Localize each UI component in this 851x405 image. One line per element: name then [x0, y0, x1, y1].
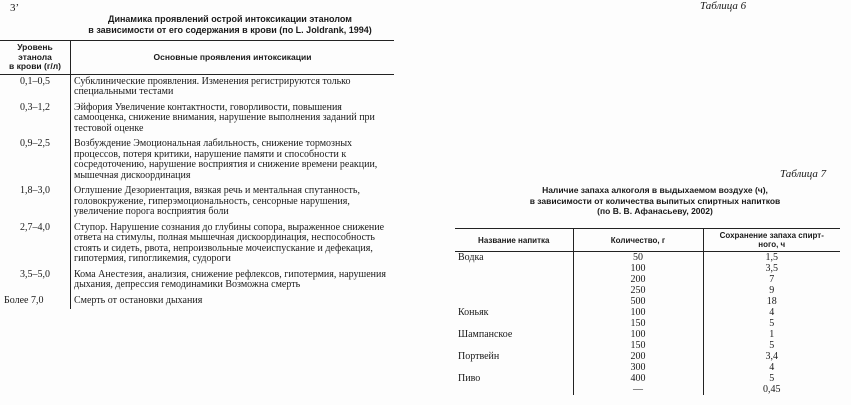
table7-title-line3: (по В. В. Афанасьеву, 2002) [597, 206, 713, 216]
odor-duration: 1,5 [765, 252, 778, 263]
ethanol-level: 2,7–4,0 [0, 221, 71, 268]
table6-number: Таблица 6 [700, 0, 747, 12]
odor-duration: 4 [769, 307, 775, 318]
manifestation-text: Возбуждение Эмоциональная лабильность, снижение тормозных процессов, потеря критики, нарушение памяти и способности к сосредоточению, нарушение восприятия и снижение времени реакции, мышечная дискоординация [74, 138, 378, 181]
odor-duration: 5 [769, 373, 775, 384]
table-row [455, 285, 840, 296]
drink-name: Коньяк [455, 307, 573, 318]
drink-name: Портвейн [455, 351, 573, 362]
table6-title-line2: в зависимости от его содержания в крови (по L. Joldrank, 1994) [88, 25, 372, 35]
table-row [0, 137, 394, 184]
manifestation-text: Субклинические проявления. Изменения регистрируются только специальными тестами [74, 75, 351, 97]
table-row [0, 74, 394, 101]
drink-quantity: 150 [573, 318, 703, 329]
table-row [455, 340, 840, 351]
odor-duration: 1 [769, 329, 775, 340]
table-row [455, 252, 840, 264]
manifestation-text: Эйфория Увеличение контактности, говорливости, повышения самооценка, снижение внимания, нарушение выполнения заданий при тестовой оценке [74, 101, 375, 134]
ethanol-level: 0,9–2,5 [0, 137, 71, 184]
drink-name [455, 296, 573, 307]
table7-number: Таблица 7 [780, 168, 827, 180]
table6-title [30, 14, 430, 36]
page-corner-mark: 3ʼ [10, 2, 20, 14]
drink-quantity: 200 [573, 351, 703, 362]
manifestation-text: Ступор. Нарушение сознания до глубины сопора, выраженное снижение ответа на стимулы, полная мышечная дискоординация, неспособность стоять и сидеть, рвота, непроизвольные мочеиспускание и дефекация, гипотермия, гипогликемия, судороги [74, 221, 385, 264]
odor-duration: 0,45 [763, 384, 781, 395]
table-row [455, 318, 840, 329]
table7-header-row [455, 229, 840, 252]
drink-name [455, 274, 573, 285]
manifestation-text: Смерть от остановки дыхания [74, 294, 203, 306]
drink-quantity: 150 [573, 340, 703, 351]
odor-duration: 5 [769, 340, 775, 351]
table6-level-header [0, 41, 71, 75]
odor-duration: 3,4 [765, 351, 778, 362]
odor-duration: 4 [769, 362, 775, 373]
table-row [0, 268, 394, 294]
table-row [455, 274, 840, 285]
table6 [0, 40, 394, 309]
ethanol-level: 0,3–1,2 [0, 101, 71, 138]
table-row [455, 263, 840, 274]
drink-name [455, 384, 573, 395]
table7-title-line2: в зависимости от количества выпитых спиртных напитков [529, 195, 781, 206]
drink-name [455, 362, 573, 373]
odor-duration: 18 [766, 296, 777, 307]
drink-name [455, 285, 573, 296]
drink-name: Водка [455, 252, 573, 264]
ethanol-level: 0,1–0,5 [0, 74, 71, 101]
drink-quantity: 50 [573, 252, 703, 264]
table6-header-row [0, 41, 394, 75]
table-row [455, 329, 840, 340]
table6-title-line1: Динамика проявлений острой интоксикации этанолом [108, 14, 352, 24]
table-row [0, 101, 394, 138]
drink-quantity: 100 [573, 329, 703, 340]
odor-duration: 5 [769, 318, 775, 329]
manifestation-text: Оглушение Дезориентация, вязкая речь и ментальная спутанность, головокружение, гиперэмоциональность, сенсорные нарушения, увеличение порога восприятия боли [74, 185, 360, 217]
table7 [455, 228, 840, 395]
table7-time-header-line1: Сохранение запаха спирт- [719, 231, 824, 240]
odor-duration: 9 [769, 285, 775, 296]
table-row [455, 384, 840, 395]
table7-name-header: Название напитка [455, 229, 573, 252]
drink-quantity: 250 [573, 285, 703, 296]
drink-name [455, 318, 573, 329]
table7-time-header-line2: ного, ч [758, 240, 786, 249]
table-row [455, 351, 840, 362]
drink-quantity: 300 [573, 362, 703, 373]
drink-name: Шампанское [455, 329, 573, 340]
drink-name [455, 340, 573, 351]
drink-quantity: — [573, 384, 703, 395]
manifestation-text: Кома Анестезия, анализия, снижение рефлексов, гипотермия, нарушения дыхания, депрессия гемодинамики Возможна смерть [74, 268, 386, 290]
table6-level-header-line2: в крови (г/л) [8, 61, 61, 71]
table-row [455, 362, 840, 373]
drink-quantity: 100 [573, 263, 703, 274]
odor-duration: 7 [769, 274, 775, 285]
table6-manifestations-header: Основные проявления интоксикации [71, 41, 395, 75]
table-row [455, 296, 840, 307]
table-row [455, 307, 840, 318]
table7-quantity-header: Количество, г [573, 229, 703, 252]
table7-title-line1: Наличие запаха алкоголя в выдыхаемом воздухе (ч), [542, 185, 768, 195]
table7-time-header [703, 229, 840, 252]
ethanol-level: Более 7,0 [0, 294, 71, 310]
ethanol-level: 3,5–5,0 [0, 268, 71, 294]
drink-quantity: 100 [573, 307, 703, 318]
table7-title [470, 185, 840, 217]
drink-quantity: 400 [573, 373, 703, 384]
drink-name [455, 263, 573, 274]
odor-duration: 3,5 [765, 263, 778, 274]
table-row [0, 221, 394, 268]
table6-level-header-line1: Уровень этанола [17, 42, 53, 62]
drink-quantity: 500 [573, 296, 703, 307]
drink-quantity: 200 [573, 274, 703, 285]
table-row [0, 294, 394, 310]
table-row [455, 373, 840, 384]
table-row [0, 184, 394, 221]
drink-name: Пиво [455, 373, 573, 384]
ethanol-level: 1,8–3,0 [0, 184, 71, 221]
